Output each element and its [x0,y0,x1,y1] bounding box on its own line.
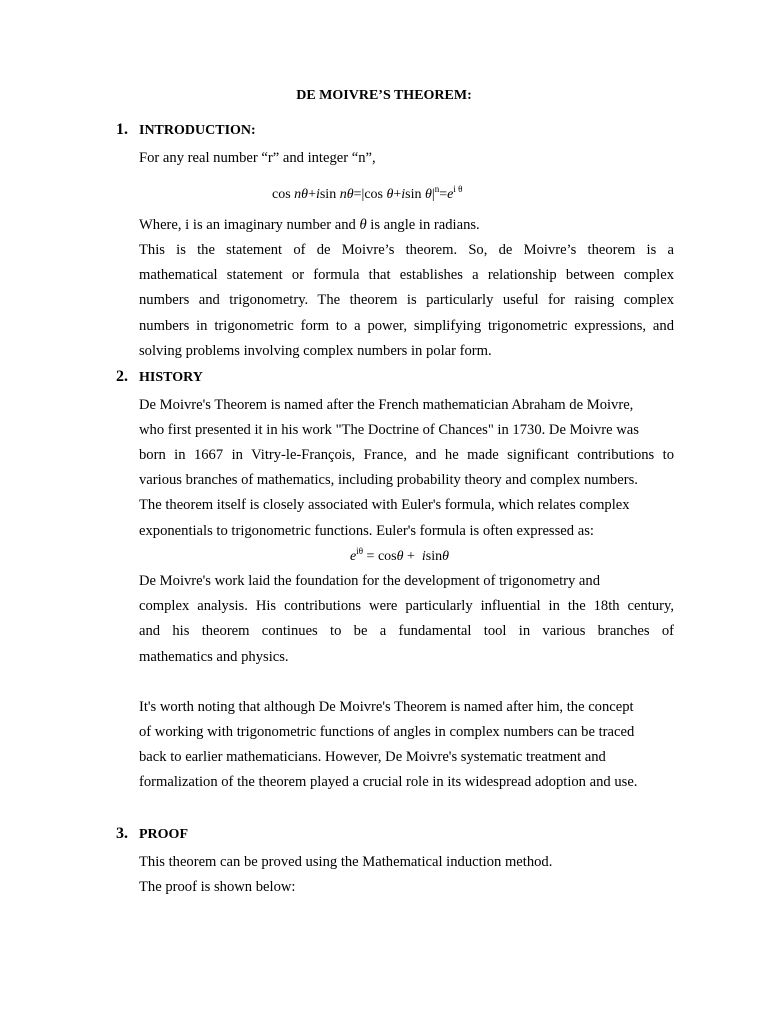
formula-i: i [401,187,406,202]
formula-theta: θ [386,187,394,202]
history-paragraph-line: The theorem itself is closely associated with Euler's formula, which relates complex [139,497,630,513]
euler-sin: sin [425,549,443,564]
intro-paragraph-line: solving problems involving complex numbers in polar form. [139,343,492,359]
formula-cos: cos [364,187,383,202]
section-number: 2. [116,368,128,385]
intro-paragraph-line: numbers in trigonometric form to a power, simplifying trigonometric expressions, and [139,318,674,334]
euler-exponent: iθ [356,546,364,556]
formula-cos: cos [272,187,291,202]
section-number: 3. [116,825,128,842]
history-paragraph-line: formalization of the theorem played a crucial role in its widespread adoption and use. [139,774,638,790]
section-heading-proof: PROOF [139,827,188,842]
formula-theta: θ [346,187,354,202]
euler-formula [350,546,449,565]
formula-i: i [315,187,320,202]
where-theta: θ [359,217,367,233]
history-paragraph-line: of working with trigonometric functions of angles in complex numbers can be traced [139,724,635,740]
section-heading-introduction: INTRODUCTION: [139,123,256,138]
formula-n: n [339,187,347,202]
intro-paragraph-line: mathematical statement or formula that establishes a relationship between complex [139,267,674,283]
euler-theta: θ [396,549,404,564]
de-moivre-formula [272,184,462,203]
history-paragraph-line: De Moivre's Theorem is named after the French mathematician Abraham de Moivre, [139,397,634,413]
section-number: 1. [116,121,128,138]
proof-line: This theorem can be proved using the Mathematical induction method. [139,854,553,870]
where-text-pre: Where, i is an imaginary number and [139,217,360,233]
history-paragraph-line: It's worth noting that although De Moivre's Theorem is named after him, the concept [139,699,634,715]
where-text-post: is angle in radians. [366,217,480,233]
proof-line: The proof is shown below: [139,879,296,895]
formula-plus: + [308,187,316,202]
history-paragraph-line: exponentials to trigonometric functions. Euler's formula is often expressed as: [139,523,594,539]
formula-bar: | [361,187,365,202]
formula-bar: | [431,187,435,202]
euler-cos: cos [377,549,397,564]
formula-theta: θ [301,187,309,202]
formula-exponent-itheta: i θ [453,184,463,194]
history-paragraph-line: various branches of mathematics, including probability theory and complex numbers. [139,472,638,488]
formula-theta: θ [425,187,432,202]
euler-equals: = [366,549,375,564]
euler-theta: θ [442,549,450,564]
intro-paragraph-line: numbers and trigonometry. The theorem is particularly useful for raising complex [139,292,674,308]
intro-paragraph-line: This is the statement of de Moivre’s theorem. So, de Moivre’s theorem is a [139,242,674,258]
document-title: DE MOIVRE’S THEOREM: [296,88,472,103]
euler-e: e [350,549,357,564]
formula-equals: = [439,187,448,202]
history-paragraph-line: who first presented it in his work "The Doctrine of Chances" in 1730. De Moivre was [139,422,639,438]
formula-n: n [294,187,302,202]
intro-where [139,216,480,234]
history-paragraph-line: complex analysis. His contributions were particularly influential in the 18th century, [139,598,674,614]
formula-equals: = [353,187,362,202]
history-paragraph-line: De Moivre's work laid the foundation for the development of trigonometry and [139,573,601,589]
history-paragraph-line: back to earlier mathematicians. However, De Moivre's systematic treatment and [139,749,606,765]
euler-i: i [421,549,426,564]
history-paragraph-line: mathematics and physics. [139,649,289,665]
history-paragraph-line: and his theorem continues to be a fundamental tool in various branches of [139,623,674,639]
formula-e: e [447,187,454,202]
formula-sin: sin [405,187,422,202]
history-paragraph-line: born in 1667 in Vitry-le-François, France, and he made significant contributions to [139,447,674,463]
formula-sin: sin [319,187,337,202]
euler-plus: + [407,549,415,564]
formula-exponent-n: n [434,184,440,194]
intro-lead: For any real number “r” and integer “n”, [139,150,376,166]
formula-plus: + [393,187,402,202]
section-heading-history: HISTORY [139,370,203,385]
